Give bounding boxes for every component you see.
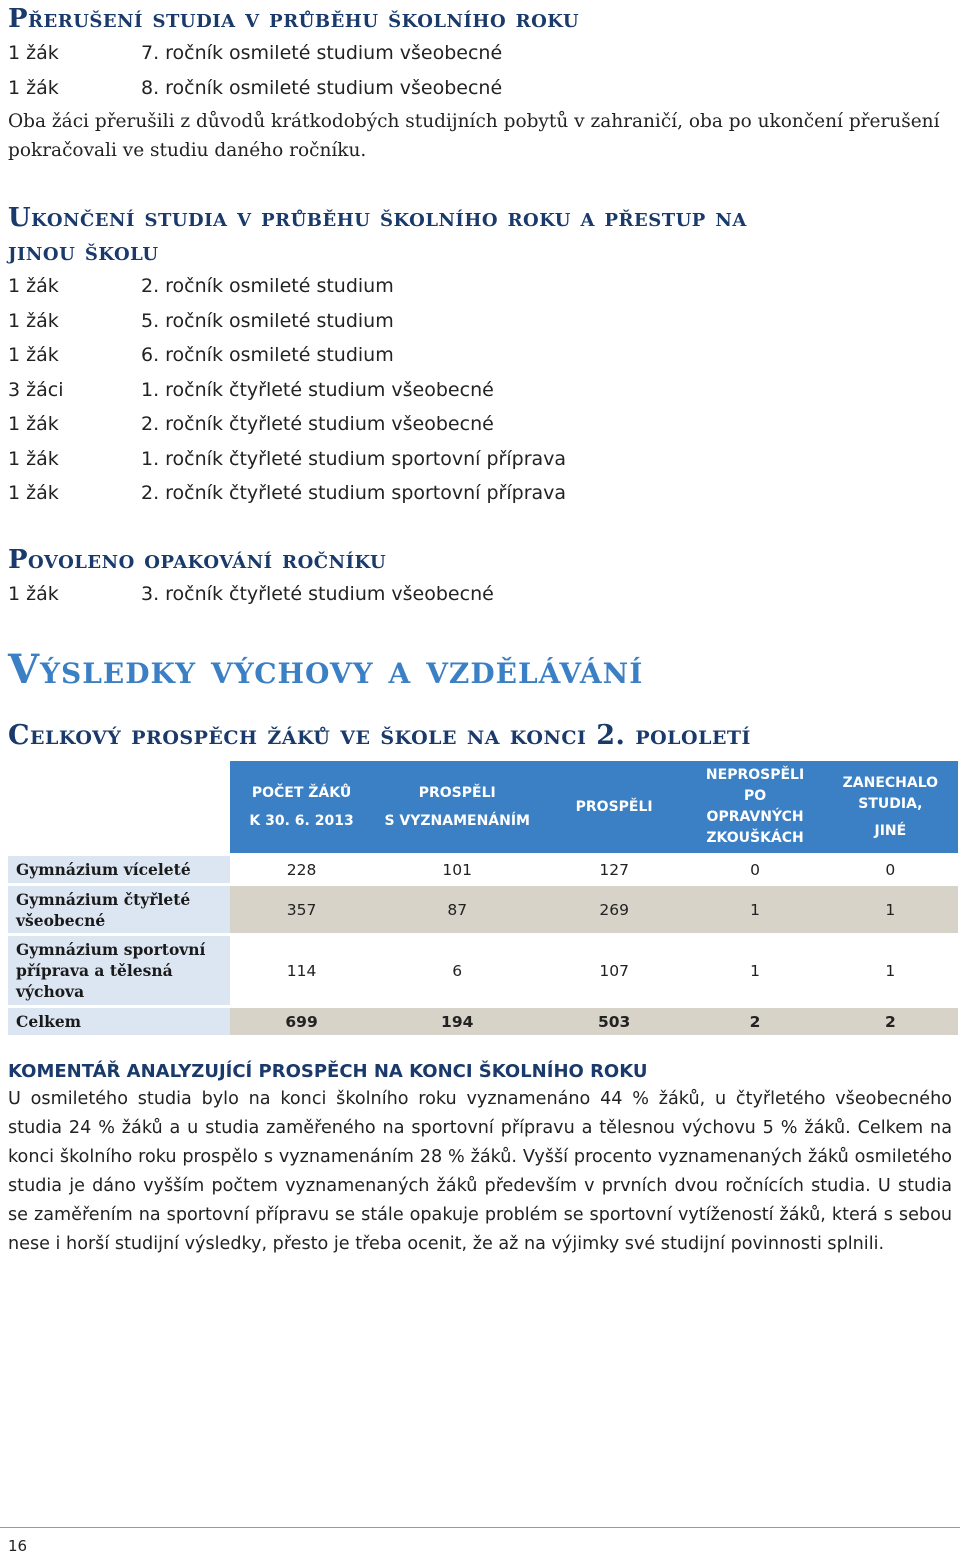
student-count: 1 žák [8,275,59,297]
table-header-failed [687,761,822,853]
table-header-row [8,761,958,853]
student-count: 1 žák [8,42,59,64]
table-title: Celkový prospěch žáků ve škole na konci 2. pololetí [8,720,751,751]
grade-description: 1. ročník čtyřleté studium sportovní příprava [141,447,567,470]
section-interruption-text: Oba žáci přerušili z důvodů krátkodobých studijních pobytů v zahraničí, oba po ukončení přerušení pokračovali ve studiu daného ročníku. [8,111,940,161]
student-count: 1 žák [8,482,59,504]
comment-text: U osmiletého studia bylo na konci školního roku vyznamenáno 44 % žáků, u čtyřletého všeobecného studia 24 % žáků a u studia zaměřeného na sportovní přípravu a tělesnou výchovu 5 % žáků. Celkem na konci školního roku prospělo s vyznamenáním 28 % žáků. Vyšší procento vyznamenaných žáků osmiletého studia je dáno vyšším počtem vyznamenaných žáků především v prvních dvou ročnících studia. U studia se zaměřením na sportovní přípravu se stále opakuje problém se sportovní vytížeností žáků, která s sebou nese i horší studijní výsledky, přesto je třeba ocenit, že až na výjimky své studijní povinnosti splnili. [8,1089,952,1254]
header-failed-line1: NEPROSPĚLI [705,767,805,783]
grade-description: 6. ročník osmileté studium [141,344,394,366]
cell-passed: 127 [541,853,688,883]
list-item [8,71,952,106]
list-item [8,338,952,373]
table-total-row [8,1005,958,1035]
table-header-passed [541,761,688,853]
list-item [8,476,952,511]
page-number: 16 [8,1537,28,1555]
student-count: 1 žák [8,582,59,605]
cell-honors: 87 [374,883,541,933]
page-content [8,0,952,1259]
header-count-line1: POČET ŽÁKŮ [251,785,352,801]
list-item [8,577,952,612]
header-left-line1: ZANECHALO [842,774,939,791]
grade-description: 3. ročník čtyřleté studium všeobecné [141,582,494,605]
header-left-line2: STUDIA, [858,795,923,812]
student-count: 1 žák [8,344,59,366]
cell-failed: 2 [687,1005,822,1035]
cell-honors: 6 [374,933,541,1005]
cell-count: 114 [230,933,374,1005]
cell-passed: 269 [541,883,688,933]
grade-description: 2. ročník čtyřleté studium sportovní příprava [141,482,567,504]
header-failed-line4: ZKOUŠKÁCH [706,830,804,846]
grade-description: 2. ročník osmileté studium [141,275,394,297]
cell-failed: 0 [687,853,822,883]
table-header-left [823,761,958,853]
cell-count: 228 [230,853,374,883]
section-repeat-title: Povoleno opakování ročníku [8,544,387,575]
table-row [8,933,958,1005]
list-item [8,304,952,339]
cell-count: 699 [230,1005,374,1035]
row-label: Gymnázium víceleté [8,853,230,883]
student-count: 1 žák [8,309,59,332]
grade-description: 7. ročník osmileté studium všeobecné [141,42,503,64]
table-header-honors [374,761,541,853]
list-item [8,36,952,71]
section-transfer-title-line1: Ukončení studia v průběhu školního roku a přestup na [8,203,747,233]
results-table [8,761,958,1035]
table-header-count [230,761,374,853]
comment-heading: KOMENTÁŘ ANALYZUJÍCÍ PROSPĚCH NA KONCI ŠKOLNÍHO ROKU [8,1061,648,1082]
header-failed-line3: OPRAVNÝCH [706,809,804,825]
section-interruption-list [8,36,952,105]
section-interruption-title: Přerušení studia v průběhu školního roku [8,4,580,34]
student-count: 1 žák [8,413,59,435]
footer-divider [0,1527,960,1528]
results-main-title: Výsledky výchovy a vzdělávání [8,646,644,693]
table-row [8,853,958,883]
header-count-line2: K 30. 6. 2013 [249,813,354,829]
grade-description: 5. ročník osmileté studium [141,309,394,332]
table-row [8,883,958,933]
cell-failed: 1 [687,933,822,1005]
cell-honors: 194 [374,1005,541,1035]
grade-description: 1. ročník čtyřleté studium všeobecné [141,378,494,401]
grade-description: 8. ročník osmileté studium všeobecné [141,76,503,99]
cell-count: 357 [230,883,374,933]
header-failed-line2: PO [743,788,767,804]
header-passed: PROSPĚLI [575,798,653,815]
header-honors-line2: S VYZNAMENÁNÍM [384,813,530,829]
cell-passed: 107 [541,933,688,1005]
grade-description: 2. ročník čtyřleté studium všeobecné [141,413,494,435]
header-left-line3: JINÉ [874,822,907,839]
list-item [8,442,952,477]
student-count: 1 žák [8,447,59,470]
cell-honors: 101 [374,853,541,883]
cell-failed: 1 [687,883,822,933]
section-repeat-list [8,577,952,612]
row-label: Celkem [8,1005,230,1035]
student-count: 1 žák [8,76,59,99]
section-transfer-title-line2: jinou školu [8,237,159,267]
row-label: Gymnázium čtyřleté všeobecné [8,883,230,933]
list-item [8,407,952,442]
list-item [8,269,952,304]
section-transfer-title [8,201,952,269]
section-transfer-list [8,269,952,511]
header-honors-line1: PROSPĚLI [418,785,496,801]
cell-left: 0 [823,853,958,883]
list-item [8,373,952,408]
cell-passed: 503 [541,1005,688,1035]
row-label: Gymnázium sportovní příprava a tělesná výchova [8,933,230,1005]
student-count: 3 žáci [8,378,64,401]
cell-left: 2 [823,1005,958,1035]
table-header-empty [8,761,230,853]
cell-left: 1 [823,883,958,933]
cell-left: 1 [823,933,958,1005]
